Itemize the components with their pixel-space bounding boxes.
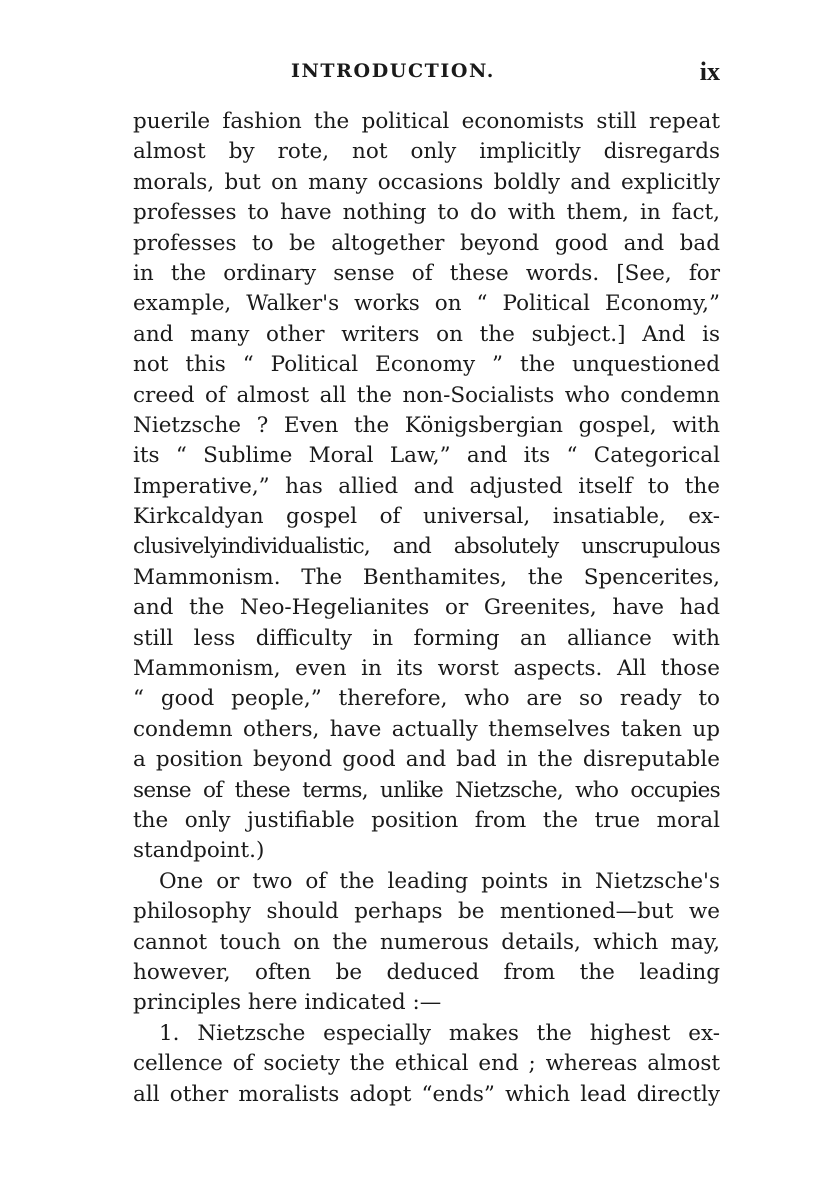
- running-head: [133, 58, 720, 90]
- text-line: almost by rote, not only implicitly disregards: [133, 139, 720, 165]
- text-line: philosophy should perhaps be mentioned—but we: [133, 899, 720, 925]
- text-line: sense of these terms, unlike Nietzsche, who occupies: [133, 777, 720, 803]
- paragraph-first-line: One or two of the leading points in Nietzsche's: [159, 868, 720, 894]
- text-line: professes to have nothing to do with them, in fact,: [133, 200, 720, 226]
- text-line: condemn others, have actually themselves taken up: [133, 716, 720, 742]
- text-line: and the Neo-Hegelianites or Greenites, have had: [133, 595, 720, 621]
- text-line: creed of almost all the non-Socialists who condemn: [133, 382, 720, 408]
- text-line: principles here indicated :—: [133, 990, 442, 1016]
- text-line: Mammonism, even in its worst aspects. All those: [133, 656, 720, 682]
- text-line: and many other writers on the subject.] And is: [133, 321, 720, 347]
- body-text: [133, 107, 720, 1110]
- text-line: “ good people,” therefore, who are so ready to: [133, 686, 720, 712]
- text-line: example, Walker's works on “ Political Economy,”: [133, 291, 720, 317]
- text-line: Imperative,” has allied and adjusted itself to the: [133, 473, 720, 499]
- text-line: standpoint.): [133, 838, 265, 864]
- text-line: all other moralists adopt “ends” which lead directly: [133, 1081, 720, 1107]
- text-line: Kirkcaldyan gospel of universal, insatiable, ex-: [133, 504, 720, 530]
- text-line: however, often be deduced from the leading: [133, 959, 720, 985]
- text-line: Mammonism. The Benthamites, the Spencerites,: [133, 564, 720, 590]
- text-line: in the ordinary sense of these words. [See, for: [133, 260, 720, 286]
- text-line: still less difficulty in forming an alliance with: [133, 625, 720, 651]
- running-title: INTRODUCTION.: [290, 60, 496, 82]
- paragraph-first-line: 1. Nietzsche especially makes the highest ex-: [159, 1020, 720, 1046]
- page-number: ix: [699, 57, 720, 86]
- text-line: the only justifiable position from the true moral: [133, 807, 720, 833]
- text-line: clusivelyindividualistic, and absolutely unscrupulous: [133, 534, 720, 560]
- text-line: a position beyond good and bad in the disreputable: [133, 747, 720, 773]
- text-line: morals, but on many occasions boldly and explicitly: [133, 169, 720, 195]
- text-line: cannot touch on the numerous details, which may,: [133, 929, 720, 955]
- text-line: cellence of society the ethical end ; whereas almost: [133, 1051, 720, 1077]
- text-line: professes to be altogether beyond good and bad: [133, 230, 720, 256]
- text-line: its “ Sublime Moral Law,” and its “ Categorical: [133, 443, 720, 469]
- text-line: puerile fashion the political economists still repeat: [133, 109, 720, 134]
- text-line: not this “ Political Economy ” the unquestioned: [133, 352, 720, 378]
- text-line: Nietzsche ? Even the Königsbergian gospel, with: [133, 412, 720, 438]
